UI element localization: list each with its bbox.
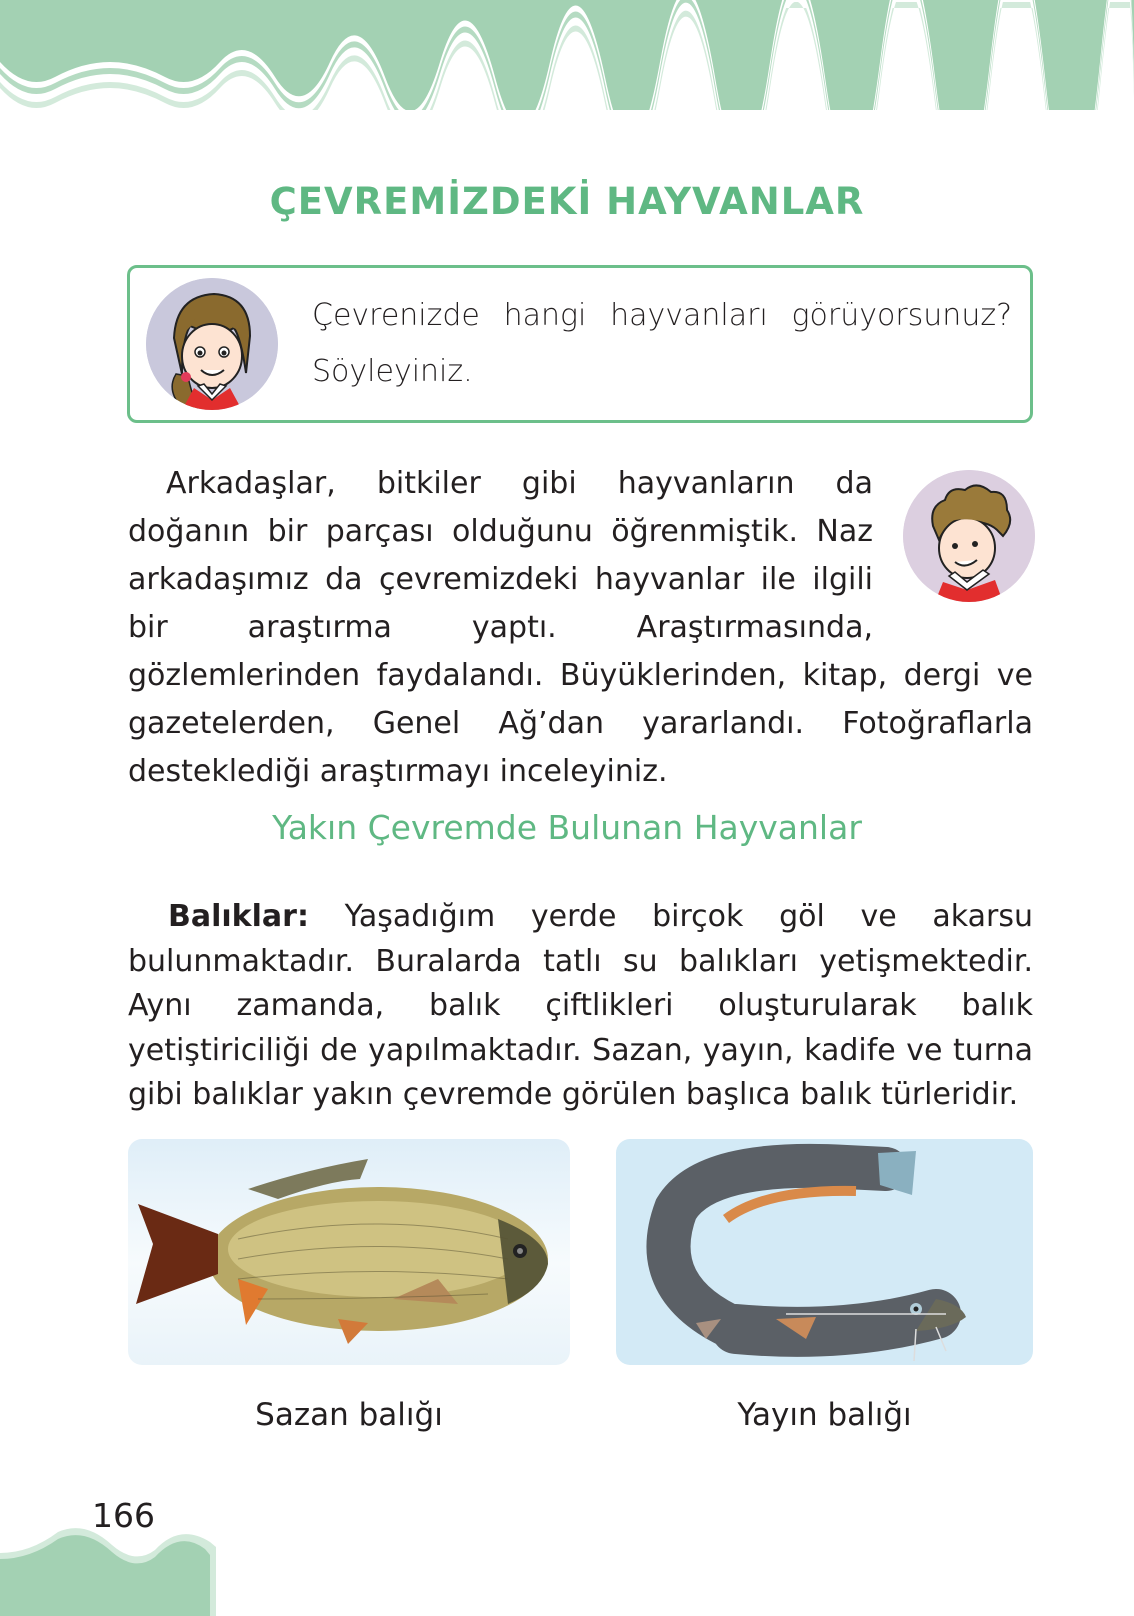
girl-avatar-icon bbox=[146, 278, 278, 410]
bottom-wave-band bbox=[0, 1525, 216, 1616]
fish-text: Yaşadığım yerde birçok göl ve akarsu bulunmaktadır. Buralarda tatlı su balıkları yetişmektedir. Aynı zamanda, balık çiftlikleri oluşturularak balık yetiştiriciliği de yapılmaktadır. Sazan, yayın, kadife ve turna gibi balıklar yakın çevremde görülen başlıca balık türleridir. bbox=[128, 899, 1033, 1112]
fish-lead-label: Balıklar: bbox=[168, 899, 309, 934]
intro-text: Arkadaşlar, bitkiler gibi hayvanların da doğanın bir parçası olduğunu öğrenmiştik. Naz arkadaşımız da çevremizdeki hayvanlar ile ilgili bir araştırma yaptı. Araştırmasında, gözlemlerinden faydalandı. Büyüklerinden, kitap, dergi ve gazetelerden, Genel Ağ’dan yararlandı. Fotoğraflarla desteklediği araştırmayı inceleyiniz. bbox=[128, 466, 1033, 789]
catfish-image bbox=[616, 1139, 1033, 1365]
question-box bbox=[127, 265, 1033, 423]
intro-paragraph bbox=[128, 460, 1033, 796]
page-title: ÇEVREMİZDEKİ HAYVANLAR bbox=[269, 179, 865, 223]
fish-paragraph bbox=[128, 895, 1033, 1118]
avatar-spacer bbox=[873, 460, 1033, 610]
carp-caption: Sazan balığı bbox=[255, 1397, 443, 1433]
page-number: 166 bbox=[92, 1496, 155, 1535]
catfish-caption: Yayın balığı bbox=[737, 1397, 912, 1433]
carp-fish-image bbox=[128, 1139, 570, 1365]
section-subtitle: Yakın Çevremde Bulunan Hayvanlar bbox=[272, 808, 862, 847]
question-text: Çevrenizde hangi hayvanları görüyorsunuz? Söyleyiniz. bbox=[312, 298, 1012, 389]
top-wave-band bbox=[0, 0, 1134, 110]
